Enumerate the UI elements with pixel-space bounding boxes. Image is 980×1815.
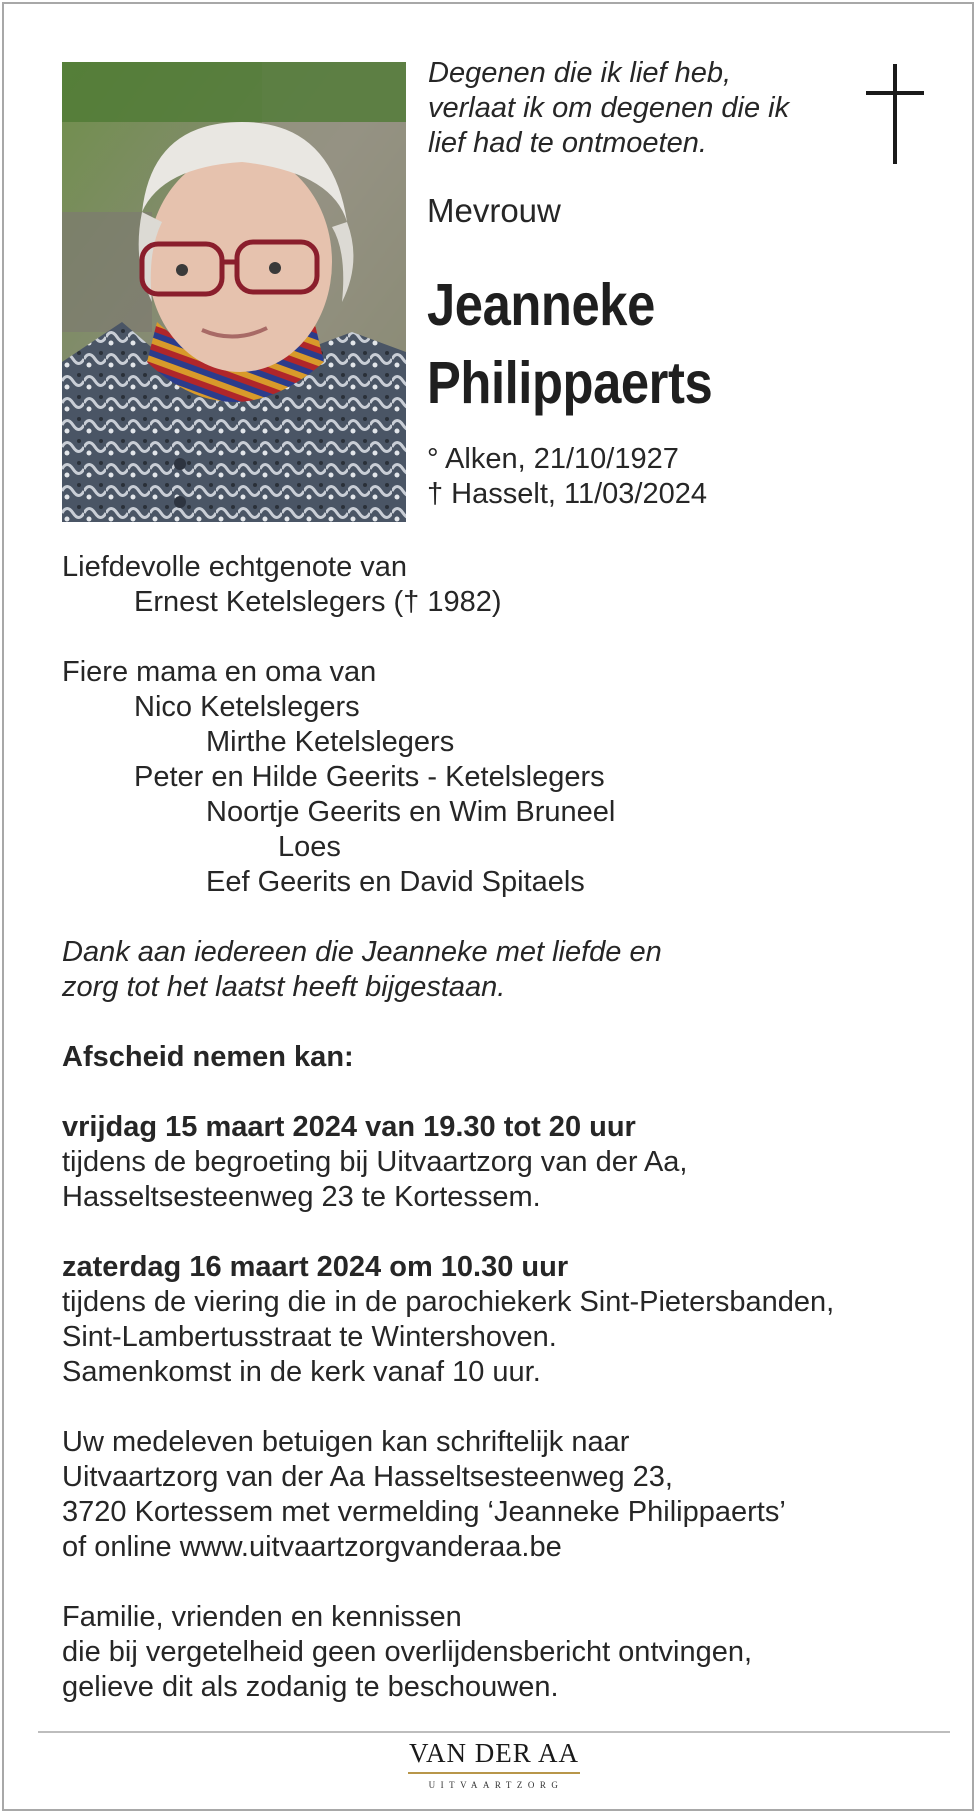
event-line: tijdens de begroeting bij Uitvaartzorg van der Aa, [62, 1146, 688, 1178]
quote-line: lief had te ontmoeten. [428, 127, 707, 159]
family-member: Noortje Geerits en Wim Bruneel [206, 796, 616, 828]
thanks-line: zorg tot het laatst heeft bijgestaan. [62, 971, 506, 1003]
spouse-name: Ernest Ketelslegers († 1982) [134, 586, 502, 618]
farewell-heading: Afscheid nemen kan: [62, 1041, 354, 1073]
family-member: Loes [278, 831, 341, 863]
birth-date: ° Alken, 21/10/1927 [427, 443, 679, 475]
family-member: Nico Ketelslegers [134, 691, 360, 723]
spouse-intro: Liefdevolle echtgenote van [62, 551, 408, 583]
death-date: † Hasselt, 11/03/2024 [427, 478, 707, 510]
life-dates [427, 442, 707, 512]
quote-line: Degenen die ik lief heb, [428, 57, 732, 89]
event-line: tijdens de viering die in de parochiekerk Sint-Pietersbanden, [62, 1286, 835, 1318]
family-member: Mirthe Ketelslegers [206, 726, 455, 758]
family-member: Peter en Hilde Geerits - Ketelslegers [134, 761, 605, 793]
event-heading: zaterdag 16 maart 2024 om 10.30 uur [62, 1251, 569, 1283]
family-intro: Fiere mama en oma van [62, 656, 377, 688]
logo-accent-bar [408, 1772, 580, 1774]
family-member: Eef Geerits en David Spitaels [206, 866, 585, 898]
cross-icon [866, 64, 924, 164]
quote-line: verlaat ik om degenen die ik [428, 92, 790, 124]
last-name: Philippaerts [427, 350, 713, 416]
condolence-line: Uitvaartzorg van der Aa Hasseltsesteenweg 23, [62, 1461, 673, 1493]
closing-line: gelieve dit als zodanig te beschouwen. [62, 1671, 559, 1703]
event-line: Samenkomst in de kerk vanaf 10 uur. [62, 1356, 541, 1388]
footer-divider [38, 1731, 950, 1733]
condolence-line: Uw medeleven betuigen kan schriftelijk naar [62, 1426, 630, 1458]
first-name: Jeanneke [427, 272, 655, 338]
logo-sub-text: UITVAARTZORG [428, 1780, 564, 1790]
event-line: Hasseltsesteenweg 23 te Kortessem. [62, 1181, 541, 1213]
deceased-name [427, 266, 712, 422]
obituary-body [62, 550, 942, 1705]
opening-quote [428, 56, 848, 161]
condolence-line: 3720 Kortessem met vermelding ‘Jeanneke Philippaerts’ [62, 1496, 786, 1528]
obituary-card [2, 2, 974, 1811]
closing-line: Familie, vrienden en kennissen [62, 1601, 462, 1633]
thanks-line: Dank aan iedereen die Jeanneke met liefde en [62, 936, 662, 968]
condolence-line: of online www.uitvaartzorgvanderaa.be [62, 1531, 562, 1563]
event-line: Sint-Lambertusstraat te Wintershoven. [62, 1321, 557, 1353]
salutation: Mevrouw [427, 192, 561, 229]
closing-line: die bij vergetelheid geen overlijdensbericht ontvingen, [62, 1636, 753, 1668]
logo-main-text: VAN DER AA [408, 1738, 580, 1768]
funeral-home-logo [404, 1738, 584, 1798]
portrait-photo [62, 62, 406, 522]
event-heading: vrijdag 15 maart 2024 van 19.30 tot 20 uur [62, 1111, 636, 1143]
